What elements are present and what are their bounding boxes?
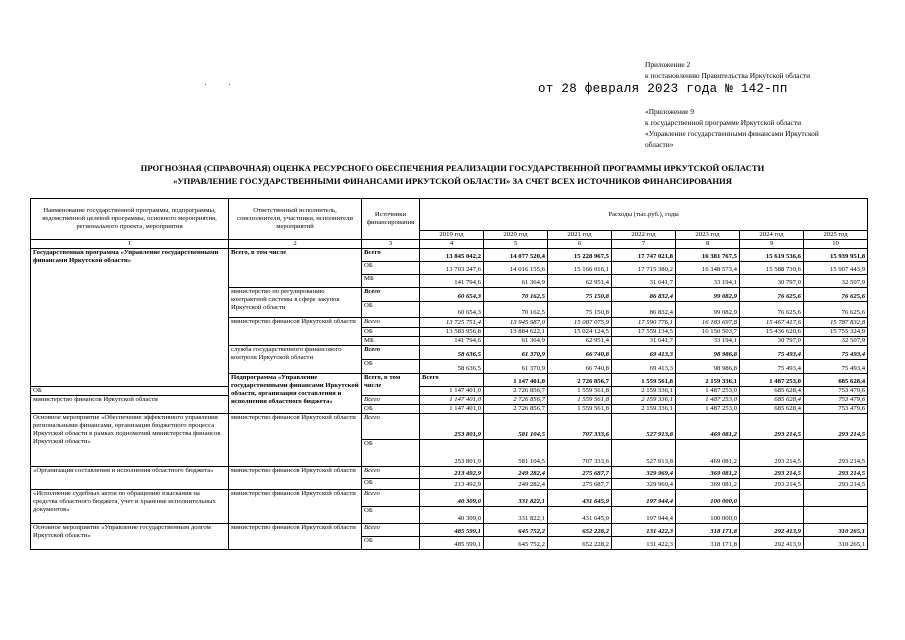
value-cell: 131 422,3 xyxy=(612,524,676,537)
appendix-label: Приложение 2 xyxy=(645,60,691,69)
table-header-row xyxy=(31,199,868,231)
table-row xyxy=(31,490,868,507)
value-cell: 15 939 951,8 xyxy=(804,249,868,262)
value-cell: 17 590 776,1 xyxy=(612,318,676,328)
main-event-name: Основное мероприятие «Обеспечение эффективного управления региональными финансами, организация бюджетного процесса Иркутской области в рамках подномочий министерства финансов Иркутской области» xyxy=(31,414,229,467)
source-cell: ОБ xyxy=(362,262,420,275)
value-cell: 15 024 124,5 xyxy=(548,328,612,337)
value-cell: 645 752,2 xyxy=(484,537,548,550)
value-cell: 253 801,9 xyxy=(420,414,484,440)
decree-date-stamp: от 28 февраля 2023 года № 142-пп xyxy=(538,82,788,96)
value-cell: 70 162,5 xyxy=(484,302,548,318)
value-cell: 15 436 620,6 xyxy=(740,328,804,337)
table-row xyxy=(31,524,868,537)
source-cell: ОБ xyxy=(362,360,420,374)
value-cell: 33 194,1 xyxy=(676,337,740,346)
value-cell: 86 832,4 xyxy=(612,288,676,302)
resource-table xyxy=(30,198,868,550)
prev-appendix-ref: к государственной программе Иркутской области xyxy=(645,118,802,127)
value-cell: 17 747 021,8 xyxy=(612,249,676,262)
value-cell: 1 147 401,0 xyxy=(420,405,484,414)
value-cell: 100 000,0 xyxy=(676,507,740,524)
value-cell: 310 265,1 xyxy=(804,537,868,550)
source-cell: ОБ xyxy=(362,479,420,490)
value-cell: 318 171,8 xyxy=(676,537,740,550)
col-num: 4 xyxy=(420,240,484,249)
value-cell: 753 479,6 xyxy=(804,387,868,396)
value-cell: 17 715 380,2 xyxy=(612,262,676,275)
value-cell: 652 228,2 xyxy=(548,524,612,537)
value-cell: 369 081,2 xyxy=(676,479,740,490)
source-cell: Всего xyxy=(362,346,420,360)
activity-name: «Исполнение судебных актов по обращению взыскания на средства областного бюджета, учет и хранение исполнительных документов» xyxy=(31,490,229,524)
year-2022: 2022 год xyxy=(612,231,676,240)
value-cell: 76 625,6 xyxy=(740,302,804,318)
value-cell: 685 628,4 xyxy=(740,405,804,414)
value-cell: 2 726 856,7 xyxy=(484,405,548,414)
col-num: 1 xyxy=(31,240,229,249)
col-num: 9 xyxy=(740,240,804,249)
value-cell: 61 364,9 xyxy=(484,337,548,346)
value-cell: 17 559 134,5 xyxy=(612,328,676,337)
value-cell: 369 081,2 xyxy=(676,467,740,479)
value-cell: 40 309,0 xyxy=(420,490,484,507)
value-cell: 2 159 336,1 xyxy=(612,405,676,414)
value-cell: 40 309,0 xyxy=(420,507,484,524)
value-cell: 318 171,8 xyxy=(676,524,740,537)
year-2021: 2021 год xyxy=(548,231,612,240)
executor-total: Всего, в том числе xyxy=(362,374,420,396)
value-cell: 293 214,5 xyxy=(804,440,868,467)
value-cell: 62 951,4 xyxy=(548,275,612,288)
source-cell: ОБ xyxy=(362,302,420,318)
value-cell: 581 104,5 xyxy=(484,414,548,440)
value-cell: 1 487 253,0 xyxy=(740,374,804,387)
value-cell: 249 282,4 xyxy=(484,479,548,490)
value-cell: 75 150,8 xyxy=(548,288,612,302)
value-cell: 685 628,4 xyxy=(740,387,804,396)
year-2025: 2025 год xyxy=(804,231,868,240)
value-cell: 33 194,1 xyxy=(676,275,740,288)
value-cell: 61 370,9 xyxy=(484,346,548,360)
executor-minfin: министерство финансов Иркутской области xyxy=(229,467,362,490)
value-cell: 197 944,4 xyxy=(612,507,676,524)
value-cell: 31 641,7 xyxy=(612,275,676,288)
value-cell: 76 625,6 xyxy=(804,302,868,318)
value-cell: 652 228,2 xyxy=(548,537,612,550)
value-cell: 469 081,2 xyxy=(676,440,740,467)
value-cell: 2 159 336,1 xyxy=(676,374,740,387)
value-cell: 60 654,3 xyxy=(420,302,484,318)
value-cell: 16 150 503,7 xyxy=(676,328,740,337)
header-name: Наименование государственной программы, подпрограммы, ведомственной целевой программы, основного мероприятия, регионального проекта, мероприятия xyxy=(31,199,229,240)
source-cell: Всего xyxy=(362,318,420,328)
value-cell: 2 726 856,7 xyxy=(548,374,612,387)
value-cell: 70 162,5 xyxy=(484,288,548,302)
value-cell: 1 487 253,0 xyxy=(676,396,740,405)
year-2020: 2020 год xyxy=(484,231,548,240)
value-cell: 98 986,8 xyxy=(676,360,740,374)
executor-minfin: министерство финансов Иркутской области xyxy=(229,524,362,550)
prev-appendix-label: «Приложение 9 xyxy=(645,107,694,116)
value-cell: 2 159 336,1 xyxy=(612,387,676,396)
activity-name: «Организация составления и исполнения областного бюджета» xyxy=(31,467,229,490)
main-event-name: Основное мероприятие «Управление государственным долгом Иркутской области» xyxy=(31,524,229,550)
value-cell: 69 413,3 xyxy=(612,360,676,374)
col-num: 3 xyxy=(362,240,420,249)
value-cell: 13 945 987,0 xyxy=(484,318,548,328)
value-cell: 62 951,4 xyxy=(548,337,612,346)
value-cell: 66 740,8 xyxy=(548,346,612,360)
prev-appendix-program-end: области» xyxy=(645,140,674,149)
executor-minfin: министерство финансов Иркутской области xyxy=(229,318,362,346)
executor-minfin: министерство финансов Иркутской области xyxy=(229,490,362,524)
value-cell: 86 832,4 xyxy=(612,302,676,318)
value-cell: 310 265,1 xyxy=(804,524,868,537)
value-cell: 100 000,0 xyxy=(676,490,740,507)
value-cell: 331 822,1 xyxy=(484,490,548,507)
value-cell: 30 797,0 xyxy=(740,275,804,288)
scan-speck xyxy=(205,84,206,85)
decree-reference: к постановлению Правительства Иркутской области xyxy=(645,71,811,80)
value-cell: 76 625,6 xyxy=(804,288,868,302)
source-cell: Всего xyxy=(362,490,420,507)
source-cell: ОБ xyxy=(362,440,420,467)
value-cell: 1 147 401,0 xyxy=(484,374,548,387)
value-cell: 75 150,8 xyxy=(548,302,612,318)
source-cell: ОБ xyxy=(31,387,229,396)
source-cell: Всего xyxy=(362,467,420,479)
value-cell: 275 687,7 xyxy=(548,467,612,479)
value-cell: 16 183 697,8 xyxy=(676,318,740,328)
value-cell: 527 913,8 xyxy=(612,414,676,440)
table-row xyxy=(31,249,868,262)
table-row xyxy=(31,414,868,440)
source-cell: Всего xyxy=(362,414,420,440)
year-2024: 2024 год xyxy=(740,231,804,240)
table-row xyxy=(31,396,868,405)
value-cell: 1 559 561,8 xyxy=(548,405,612,414)
document-title-line2: «УПРАВЛЕНИЕ ГОСУДАРСТВЕННЫМИ ФИНАНСАМИ ИРКУТСКОЙ ОБЛАСТИ» ЗА СЧЕТ ВСЕХ ИСТОЧНИКОВ ФИНАНСИРОВАНИЯ xyxy=(173,176,732,186)
source-cell: Всего xyxy=(362,524,420,537)
table-row xyxy=(31,467,868,479)
header-source: Источники финансирования xyxy=(362,199,420,240)
value-cell: 15 588 739,6 xyxy=(740,262,804,275)
value-cell: 69 413,3 xyxy=(612,346,676,360)
value-cell xyxy=(804,507,868,524)
value-cell: 431 645,9 xyxy=(548,507,612,524)
value-cell: 15 755 324,9 xyxy=(804,328,868,337)
value-cell xyxy=(740,507,804,524)
value-cell: 1 559 561,8 xyxy=(548,396,612,405)
value-cell: 15 166 016,1 xyxy=(548,262,612,275)
value-cell: 707 333,6 xyxy=(548,440,612,467)
value-cell: 293 214,5 xyxy=(804,479,868,490)
value-cell: 32 507,9 xyxy=(804,275,868,288)
source-cell: Всего xyxy=(420,374,484,387)
value-cell: 75 493,4 xyxy=(804,360,868,374)
value-cell: 685 628,4 xyxy=(804,374,868,387)
prev-appendix-program: «Управление государственными финансами Иркутской xyxy=(645,129,819,138)
year-2019: 2019 год xyxy=(420,231,484,240)
value-cell: 31 641,7 xyxy=(612,337,676,346)
value-cell: 14 077 520,4 xyxy=(484,249,548,262)
value-cell: 61 370,9 xyxy=(484,360,548,374)
value-cell: 249 282,4 xyxy=(484,467,548,479)
value-cell: 293 214,5 xyxy=(740,467,804,479)
value-cell: 1 559 561,8 xyxy=(612,374,676,387)
value-cell: 527 913,8 xyxy=(612,440,676,467)
value-cell: 15 619 536,6 xyxy=(740,249,804,262)
value-cell: 58 636,5 xyxy=(420,360,484,374)
value-cell: 253 801,9 xyxy=(420,440,484,467)
value-cell: 707 333,6 xyxy=(548,414,612,440)
value-cell: 13 725 751,4 xyxy=(420,318,484,328)
program-name: Государственная программа «Управление государственными финансами Иркутской области» xyxy=(31,249,229,387)
value-cell: 15 467 417,6 xyxy=(740,318,804,328)
value-cell: 293 214,5 xyxy=(740,440,804,467)
value-cell xyxy=(804,490,868,507)
table-row xyxy=(31,387,868,396)
value-cell: 32 507,9 xyxy=(804,337,868,346)
value-cell: 275 687,7 xyxy=(548,479,612,490)
value-cell: 331 822,1 xyxy=(484,507,548,524)
value-cell: 1 147 401,0 xyxy=(420,387,484,396)
value-cell: 485 599,1 xyxy=(420,524,484,537)
source-cell: ОБ xyxy=(362,507,420,524)
value-cell: 292 413,9 xyxy=(740,537,804,550)
header-expenses: Расходы (тыс.руб.), годы xyxy=(420,199,868,231)
year-2023: 2023 год xyxy=(676,231,740,240)
value-cell: 14 016 155,6 xyxy=(484,262,548,275)
executor-procurement: министерство по регулированию контрактной системы в сфере закупок Иркутской области xyxy=(229,288,362,318)
value-cell: 13 583 956,8 xyxy=(420,328,484,337)
value-cell: 1 559 561,8 xyxy=(548,387,612,396)
value-cell: 1 147 401,0 xyxy=(420,396,484,405)
value-cell: 30 797,0 xyxy=(740,337,804,346)
subprogram-name: Подпрограмма «Управление государственными финансами Иркутской области, организация составления и исполнения областного бюджета» xyxy=(229,374,362,414)
executor-minfin: министерство финансов Иркутской области xyxy=(229,414,362,467)
executor-control: служба государственного финансового контроля Иркутской области xyxy=(229,346,362,374)
value-cell xyxy=(740,490,804,507)
value-cell: 141 794,6 xyxy=(420,337,484,346)
value-cell: 1 487 253,0 xyxy=(676,387,740,396)
value-cell: 99 082,9 xyxy=(676,288,740,302)
value-cell: 16 348 573,4 xyxy=(676,262,740,275)
value-cell: 60 654,3 xyxy=(420,288,484,302)
value-cell: 292 413,9 xyxy=(740,524,804,537)
value-cell: 15 087 075,9 xyxy=(548,318,612,328)
value-cell: 61 364,9 xyxy=(484,275,548,288)
value-cell: 98 986,8 xyxy=(676,346,740,360)
value-cell: 15 787 832,8 xyxy=(804,318,868,328)
document-title-line1: ПРОГНОЗНАЯ (СПРАВОЧНАЯ) ОЦЕНКА РЕСУРСНОГО ОБЕСПЕЧЕНИЯ РЕАЛИЗАЦИИ ГОСУДАРСТВЕННОЙ ПРОГРАММЫ ИРКУТСКОЙ ОБЛАСТИ xyxy=(140,163,765,173)
value-cell: 753 479,6 xyxy=(804,405,868,414)
column-number-row xyxy=(31,240,868,249)
value-cell: 75 493,4 xyxy=(804,346,868,360)
col-num: 5 xyxy=(484,240,548,249)
value-cell: 581 104,5 xyxy=(484,440,548,467)
source-cell: МБ xyxy=(362,337,420,346)
value-cell: 685 628,4 xyxy=(740,396,804,405)
value-cell: 2 726 856,7 xyxy=(484,396,548,405)
value-cell: 13 884 622,1 xyxy=(484,328,548,337)
value-cell: 2 159 336,1 xyxy=(612,396,676,405)
value-cell: 645 752,2 xyxy=(484,524,548,537)
value-cell: 293 214,5 xyxy=(740,414,804,440)
value-cell: 131 422,3 xyxy=(612,537,676,550)
value-cell: 15 907 443,9 xyxy=(804,262,868,275)
value-cell: 13 703 247,6 xyxy=(420,262,484,275)
value-cell: 58 636,5 xyxy=(420,346,484,360)
source-cell: МБ xyxy=(362,275,420,288)
col-num: 8 xyxy=(676,240,740,249)
value-cell: 213 492,9 xyxy=(420,479,484,490)
value-cell: 13 845 042,2 xyxy=(420,249,484,262)
col-num: 6 xyxy=(548,240,612,249)
header-executor: Ответственный исполнитель, соисполнители, участники, исполнители мероприятий xyxy=(229,199,362,240)
executor-minfin: министерство финансов Иркутской области xyxy=(31,396,229,414)
value-cell: 213 492,9 xyxy=(420,467,484,479)
value-cell: 16 381 767,5 xyxy=(676,249,740,262)
value-cell: 75 493,4 xyxy=(740,346,804,360)
col-num: 2 xyxy=(229,240,362,249)
source-cell: Всего xyxy=(362,396,420,405)
value-cell: 485 599,1 xyxy=(420,537,484,550)
col-num: 10 xyxy=(804,240,868,249)
source-cell: Всего xyxy=(362,288,420,302)
value-cell: 197 944,4 xyxy=(612,490,676,507)
source-cell: ОБ xyxy=(362,328,420,337)
value-cell: 753 479,6 xyxy=(804,396,868,405)
value-cell: 431 645,9 xyxy=(548,490,612,507)
value-cell: 293 214,5 xyxy=(804,467,868,479)
value-cell: 66 740,8 xyxy=(548,360,612,374)
value-cell: 76 625,6 xyxy=(740,288,804,302)
value-cell: 141 794,6 xyxy=(420,275,484,288)
col-num: 7 xyxy=(612,240,676,249)
value-cell: 99 082,9 xyxy=(676,302,740,318)
value-cell: 329 969,4 xyxy=(612,479,676,490)
value-cell: 15 228 967,5 xyxy=(548,249,612,262)
value-cell: 1 487 253,0 xyxy=(676,405,740,414)
scan-speck xyxy=(229,84,230,85)
value-cell: 329 969,4 xyxy=(612,467,676,479)
value-cell: 469 081,2 xyxy=(676,414,740,440)
value-cell: 75 493,4 xyxy=(740,360,804,374)
executor-total: Всего, в том числе xyxy=(229,249,362,288)
value-cell: 293 214,5 xyxy=(740,479,804,490)
value-cell: 2 726 856,7 xyxy=(484,387,548,396)
value-cell: 293 214,5 xyxy=(804,414,868,440)
source-cell: Всего xyxy=(362,249,420,262)
source-cell: ОБ xyxy=(362,537,420,550)
source-cell: ОБ xyxy=(362,405,420,414)
